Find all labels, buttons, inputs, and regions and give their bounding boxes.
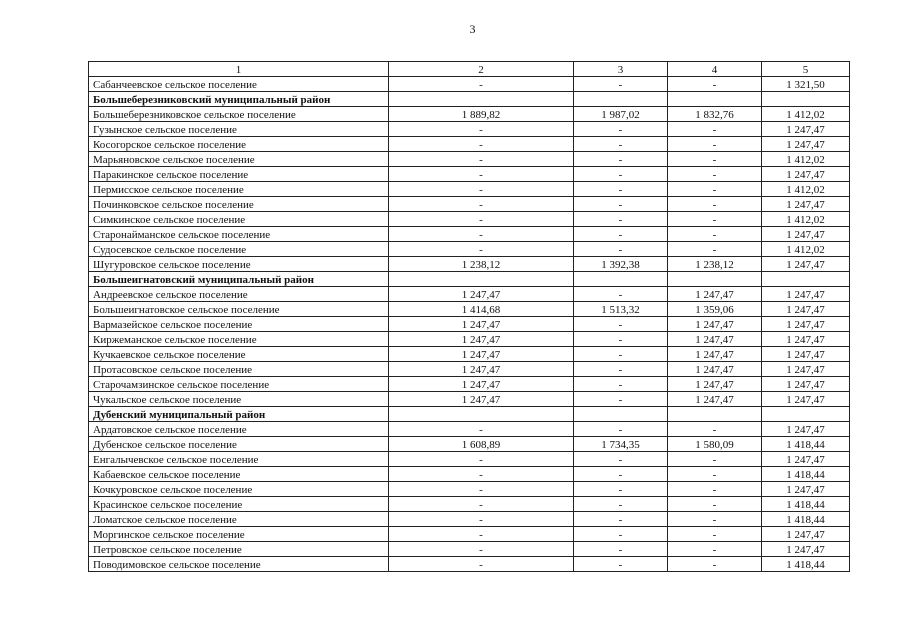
table-row xyxy=(89,212,850,227)
value-cell-c4: 1 247,47 xyxy=(668,362,762,377)
settlement-name: Петровское сельское поселение xyxy=(89,542,389,557)
value-cell-c2: 1 608,89 xyxy=(389,437,574,452)
district-name: Дубенский муниципальный район xyxy=(89,407,389,422)
value-cell-c3: - xyxy=(574,137,668,152)
table-row xyxy=(89,167,850,182)
column-header: 3 xyxy=(574,62,668,77)
value-cell-c2: 1 889,82 xyxy=(389,107,574,122)
value-cell-c4: 1 832,76 xyxy=(668,107,762,122)
value-cell-c4: - xyxy=(668,212,762,227)
value-cell-c3: 1 734,35 xyxy=(574,437,668,452)
settlement-name: Старонайманское сельское поселение xyxy=(89,227,389,242)
value-cell-c4: 1 247,47 xyxy=(668,332,762,347)
value-cell-c4: - xyxy=(668,557,762,572)
value-cell-c2: 1 238,12 xyxy=(389,257,574,272)
district-header-row xyxy=(89,407,850,422)
district-header-row xyxy=(89,92,850,107)
column-header: 2 xyxy=(389,62,574,77)
table-row xyxy=(89,317,850,332)
value-cell-c3: - xyxy=(574,242,668,257)
value-cell-c4: - xyxy=(668,512,762,527)
value-cell-c5: 1 247,47 xyxy=(762,332,850,347)
value-cell-c2: 1 414,68 xyxy=(389,302,574,317)
value-cell-c5: 1 418,44 xyxy=(762,512,850,527)
value-cell-c5: 1 418,44 xyxy=(762,497,850,512)
value-cell-c3: - xyxy=(574,347,668,362)
value-cell-c3: - xyxy=(574,377,668,392)
value-cell-c4: - xyxy=(668,242,762,257)
value-cell-c2: - xyxy=(389,227,574,242)
settlement-name: Кочкуровское сельское поселение xyxy=(89,482,389,497)
settlement-name: Гузынское сельское поселение xyxy=(89,122,389,137)
value-cell-c4: - xyxy=(668,452,762,467)
value-cell-c5: 1 247,47 xyxy=(762,122,850,137)
settlement-name: Большеберезниковское сельское поселение xyxy=(89,107,389,122)
table-row xyxy=(89,527,850,542)
value-cell-c3: - xyxy=(574,422,668,437)
value-cell-c5: 1 412,02 xyxy=(762,242,850,257)
settlement-name: Шугуровское сельское поселение xyxy=(89,257,389,272)
value-cell-c3: - xyxy=(574,227,668,242)
value-cell-c5: 1 247,47 xyxy=(762,482,850,497)
value-cell-c5: 1 412,02 xyxy=(762,182,850,197)
settlement-name: Починковское сельское поселение xyxy=(89,197,389,212)
table-row xyxy=(89,287,850,302)
value-cell-c5: 1 247,47 xyxy=(762,392,850,407)
empty-cell xyxy=(668,92,762,107)
value-cell-c3: - xyxy=(574,182,668,197)
value-cell-c3: - xyxy=(574,122,668,137)
value-cell-c3: - xyxy=(574,482,668,497)
value-cell-c5: 1 418,44 xyxy=(762,437,850,452)
column-header: 4 xyxy=(668,62,762,77)
value-cell-c5: 1 247,47 xyxy=(762,257,850,272)
value-cell-c5: 1 247,47 xyxy=(762,317,850,332)
settlement-name: Моргинское сельское поселение xyxy=(89,527,389,542)
value-cell-c3: - xyxy=(574,197,668,212)
value-cell-c2: - xyxy=(389,167,574,182)
value-cell-c5: 1 247,47 xyxy=(762,527,850,542)
value-cell-c5: 1 247,47 xyxy=(762,302,850,317)
value-cell-c2: - xyxy=(389,557,574,572)
settlement-name: Вармазейское сельское поселение xyxy=(89,317,389,332)
settlement-name: Ардатовское сельское поселение xyxy=(89,422,389,437)
value-cell-c5: 1 247,47 xyxy=(762,347,850,362)
value-cell-c5: 1 247,47 xyxy=(762,167,850,182)
district-name: Большеберезниковский муниципальный район xyxy=(89,92,389,107)
table-row xyxy=(89,197,850,212)
value-cell-c3: - xyxy=(574,542,668,557)
settlement-name: Ломатское сельское поселение xyxy=(89,512,389,527)
table-row xyxy=(89,242,850,257)
table-row xyxy=(89,257,850,272)
value-cell-c4: 1 247,47 xyxy=(668,377,762,392)
value-cell-c2: 1 247,47 xyxy=(389,332,574,347)
empty-cell xyxy=(574,407,668,422)
value-cell-c4: - xyxy=(668,467,762,482)
table-row xyxy=(89,302,850,317)
value-cell-c5: 1 247,47 xyxy=(762,287,850,302)
settlement-name: Красинское сельское поселение xyxy=(89,497,389,512)
empty-cell xyxy=(389,407,574,422)
table-header-row xyxy=(89,62,850,77)
settlement-name: Чукальское сельское поселение xyxy=(89,392,389,407)
table-row xyxy=(89,227,850,242)
value-cell-c2: - xyxy=(389,497,574,512)
value-cell-c3: - xyxy=(574,317,668,332)
district-header-row xyxy=(89,272,850,287)
settlement-name: Большеигнатовское сельское поселение xyxy=(89,302,389,317)
value-cell-c4: 1 247,47 xyxy=(668,392,762,407)
value-cell-c2: 1 247,47 xyxy=(389,287,574,302)
settlement-name: Кучкаевское сельское поселение xyxy=(89,347,389,362)
value-cell-c5: 1 247,47 xyxy=(762,137,850,152)
table-row xyxy=(89,422,850,437)
settlement-name: Косогорское сельское поселение xyxy=(89,137,389,152)
value-cell-c3: - xyxy=(574,527,668,542)
empty-cell xyxy=(574,272,668,287)
value-cell-c5: 1 321,50 xyxy=(762,77,850,92)
value-cell-c5: 1 247,47 xyxy=(762,227,850,242)
value-cell-c5: 1 247,47 xyxy=(762,377,850,392)
value-cell-c4: - xyxy=(668,77,762,92)
value-cell-c2: - xyxy=(389,182,574,197)
settlement-name: Паракинское сельское поселение xyxy=(89,167,389,182)
district-name: Большеигнатовский муниципальный район xyxy=(89,272,389,287)
table-row xyxy=(89,137,850,152)
value-cell-c2: - xyxy=(389,512,574,527)
settlement-name: Енгалычевское сельское поселение xyxy=(89,452,389,467)
settlement-name: Протасовское сельское поселение xyxy=(89,362,389,377)
settlement-name: Судосевское сельское поселение xyxy=(89,242,389,257)
value-cell-c3: 1 513,32 xyxy=(574,302,668,317)
empty-cell xyxy=(389,92,574,107)
table-row xyxy=(89,452,850,467)
tariff-table xyxy=(88,61,850,572)
value-cell-c5: 1 412,02 xyxy=(762,107,850,122)
table-row xyxy=(89,107,850,122)
column-header: 5 xyxy=(762,62,850,77)
value-cell-c4: - xyxy=(668,482,762,497)
value-cell-c4: - xyxy=(668,227,762,242)
value-cell-c2: - xyxy=(389,197,574,212)
value-cell-c3: - xyxy=(574,332,668,347)
value-cell-c3: - xyxy=(574,467,668,482)
settlement-name: Старочамзинское сельское поселение xyxy=(89,377,389,392)
value-cell-c2: 1 247,47 xyxy=(389,362,574,377)
table-row xyxy=(89,362,850,377)
value-cell-c3: - xyxy=(574,392,668,407)
value-cell-c2: - xyxy=(389,137,574,152)
value-cell-c5: 1 247,47 xyxy=(762,542,850,557)
value-cell-c4: - xyxy=(668,152,762,167)
table-row xyxy=(89,482,850,497)
table-row xyxy=(89,377,850,392)
settlement-name: Киржеманское сельское поселение xyxy=(89,332,389,347)
table-row xyxy=(89,557,850,572)
settlement-name: Пермисское сельское поселение xyxy=(89,182,389,197)
value-cell-c2: - xyxy=(389,452,574,467)
value-cell-c5: 1 247,47 xyxy=(762,422,850,437)
value-cell-c3: - xyxy=(574,452,668,467)
empty-cell xyxy=(762,272,850,287)
value-cell-c3: - xyxy=(574,362,668,377)
value-cell-c3: 1 392,38 xyxy=(574,257,668,272)
table-row xyxy=(89,497,850,512)
value-cell-c5: 1 418,44 xyxy=(762,557,850,572)
value-cell-c4: 1 247,47 xyxy=(668,347,762,362)
value-cell-c4: - xyxy=(668,167,762,182)
value-cell-c4: - xyxy=(668,422,762,437)
table-row xyxy=(89,77,850,92)
value-cell-c4: 1 247,47 xyxy=(668,317,762,332)
empty-cell xyxy=(762,92,850,107)
value-cell-c4: 1 580,09 xyxy=(668,437,762,452)
table-row xyxy=(89,152,850,167)
value-cell-c2: - xyxy=(389,152,574,167)
value-cell-c2: - xyxy=(389,422,574,437)
table-row xyxy=(89,437,850,452)
value-cell-c3: - xyxy=(574,152,668,167)
table-body xyxy=(89,62,850,572)
value-cell-c4: 1 247,47 xyxy=(668,287,762,302)
table-row xyxy=(89,182,850,197)
table-row xyxy=(89,332,850,347)
table-row xyxy=(89,392,850,407)
empty-cell xyxy=(668,272,762,287)
value-cell-c2: 1 247,47 xyxy=(389,347,574,362)
settlement-name: Кабаевское сельское поселение xyxy=(89,467,389,482)
value-cell-c2: 1 247,47 xyxy=(389,392,574,407)
value-cell-c5: 1 412,02 xyxy=(762,212,850,227)
value-cell-c2: - xyxy=(389,467,574,482)
value-cell-c4: - xyxy=(668,197,762,212)
table-row xyxy=(89,467,850,482)
value-cell-c2: - xyxy=(389,122,574,137)
value-cell-c5: 1 247,47 xyxy=(762,452,850,467)
value-cell-c3: - xyxy=(574,212,668,227)
value-cell-c3: - xyxy=(574,557,668,572)
settlement-name: Андреевское сельское поселение xyxy=(89,287,389,302)
settlement-name: Поводимовское сельское поселение xyxy=(89,557,389,572)
value-cell-c4: - xyxy=(668,497,762,512)
value-cell-c5: 1 247,47 xyxy=(762,362,850,377)
empty-cell xyxy=(574,92,668,107)
value-cell-c3: - xyxy=(574,512,668,527)
value-cell-c4: 1 238,12 xyxy=(668,257,762,272)
value-cell-c4: 1 359,06 xyxy=(668,302,762,317)
table-row xyxy=(89,512,850,527)
empty-cell xyxy=(762,407,850,422)
value-cell-c2: - xyxy=(389,242,574,257)
settlement-name: Дубенское сельское поселение xyxy=(89,437,389,452)
value-cell-c3: - xyxy=(574,497,668,512)
value-cell-c2: - xyxy=(389,77,574,92)
value-cell-c2: 1 247,47 xyxy=(389,317,574,332)
value-cell-c3: - xyxy=(574,167,668,182)
value-cell-c2: - xyxy=(389,542,574,557)
value-cell-c3: - xyxy=(574,77,668,92)
value-cell-c4: - xyxy=(668,182,762,197)
value-cell-c2: - xyxy=(389,527,574,542)
value-cell-c4: - xyxy=(668,122,762,137)
settlement-name: Марьяновское сельское поселение xyxy=(89,152,389,167)
value-cell-c2: 1 247,47 xyxy=(389,377,574,392)
value-cell-c5: 1 247,47 xyxy=(762,197,850,212)
table-row xyxy=(89,542,850,557)
value-cell-c3: - xyxy=(574,287,668,302)
page-number: 3 xyxy=(469,22,476,36)
settlement-name: Сабанчеевское сельское поселение xyxy=(89,77,389,92)
table-row xyxy=(89,122,850,137)
value-cell-c4: - xyxy=(668,137,762,152)
table-row xyxy=(89,347,850,362)
value-cell-c2: - xyxy=(389,212,574,227)
value-cell-c4: - xyxy=(668,542,762,557)
empty-cell xyxy=(668,407,762,422)
value-cell-c2: - xyxy=(389,482,574,497)
empty-cell xyxy=(389,272,574,287)
value-cell-c3: 1 987,02 xyxy=(574,107,668,122)
settlement-name: Симкинское сельское поселение xyxy=(89,212,389,227)
column-header: 1 xyxy=(89,62,389,77)
value-cell-c4: - xyxy=(668,527,762,542)
value-cell-c5: 1 418,44 xyxy=(762,467,850,482)
value-cell-c5: 1 412,02 xyxy=(762,152,850,167)
